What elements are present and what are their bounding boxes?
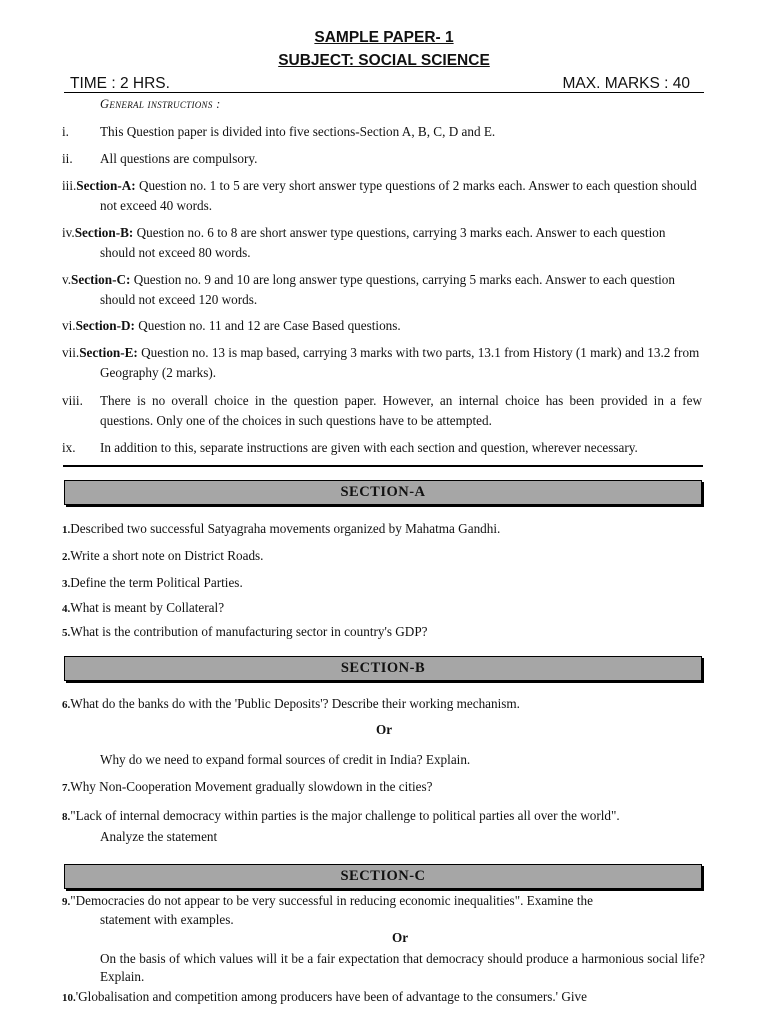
question-2: 2.Write a short note on District Roads. bbox=[62, 548, 264, 563]
or-label: Or bbox=[375, 722, 393, 737]
question-5: 5.What is the contribution of manufacturing sector in country's GDP? bbox=[62, 624, 428, 639]
question-10: 10.'Globalisation and competition among producers have been of advantage to the consumers.' Give bbox=[62, 989, 587, 1004]
question-9-alternative: On the basis of which values will it be a fair expectation that democracy should produce a harmonious social life? Explain. bbox=[100, 951, 705, 984]
instruction-item: iii.Section-A: Question no. 1 to 5 are very short answer type questions of 2 marks each. Answer to each question should not exceed 40 words. bbox=[62, 178, 697, 213]
instructions-title: General instructions : bbox=[100, 97, 221, 111]
paper-title: SAMPLE PAPER- 1 bbox=[314, 29, 454, 46]
instruction-item: v.Section-C: Question no. 9 and 10 are long answer type questions, carrying 5 marks each. Answer to each question should not exceed 120 words. bbox=[62, 272, 675, 307]
section-a-header: SECTION-A bbox=[64, 480, 702, 505]
subject-title: SUBJECT: SOCIAL SCIENCE bbox=[278, 52, 490, 69]
instruction-item: viii. There is no overall choice in the question paper. However, an internal choice has been provided in a few questions. Only one of the choices in such questions have to be attempted. bbox=[62, 393, 702, 428]
question-6-alternative: Why do we need to expand formal sources of credit in India? Explain. bbox=[100, 752, 471, 767]
instruction-item: ii. All questions are compulsory. bbox=[62, 151, 258, 166]
instruction-item: ix. In addition to this, separate instructions are given with each section and question, wherever necessary. bbox=[62, 440, 638, 455]
or-label: Or bbox=[391, 930, 409, 945]
question-4: 4.What is meant by Collateral? bbox=[62, 600, 225, 615]
question-6: 6.What do the banks do with the 'Public Deposits'? Describe their working mechanism. bbox=[62, 696, 520, 711]
question-9: 9."Democracies do not appear to be very successful in reducing economic inequalities". Examine the statement with examples. bbox=[62, 893, 593, 927]
max-marks-label: MAX. MARKS : 40 bbox=[562, 75, 690, 92]
question-3: 3.Define the term Political Parties. bbox=[62, 575, 243, 590]
section-c-header: SECTION-C bbox=[64, 864, 702, 889]
time-label: TIME : 2 HRS. bbox=[70, 75, 170, 92]
instruction-item: vii.Section-E: Question no. 13 is map based, carrying 3 marks with two parts, 13.1 from History (1 mark) and 13.2 from Geography (2 marks). bbox=[62, 345, 700, 380]
instruction-item: i. This Question paper is divided into five sections-Section A, B, C, D and E. bbox=[62, 124, 496, 139]
instruction-item: vi.Section-D: Question no. 11 and 12 are Case Based questions. bbox=[62, 318, 401, 333]
instruction-item: iv.Section-B: Question no. 6 to 8 are short answer type questions, carrying 3 marks each. Answer to each question should not exceed 80 words. bbox=[62, 225, 666, 260]
meta-row bbox=[64, 75, 704, 93]
question-1: 1.Described two successful Satyagraha movements organized by Mahatma Gandhi. bbox=[62, 521, 501, 536]
section-b-header: SECTION-B bbox=[64, 656, 702, 681]
divider bbox=[63, 465, 703, 467]
question-8: 8."Lack of internal democracy within parties is the major challenge to political parties all over the world". Analyze the statement bbox=[62, 808, 620, 844]
question-7: 7.Why Non-Cooperation Movement gradually slowdown in the cities? bbox=[62, 779, 433, 794]
